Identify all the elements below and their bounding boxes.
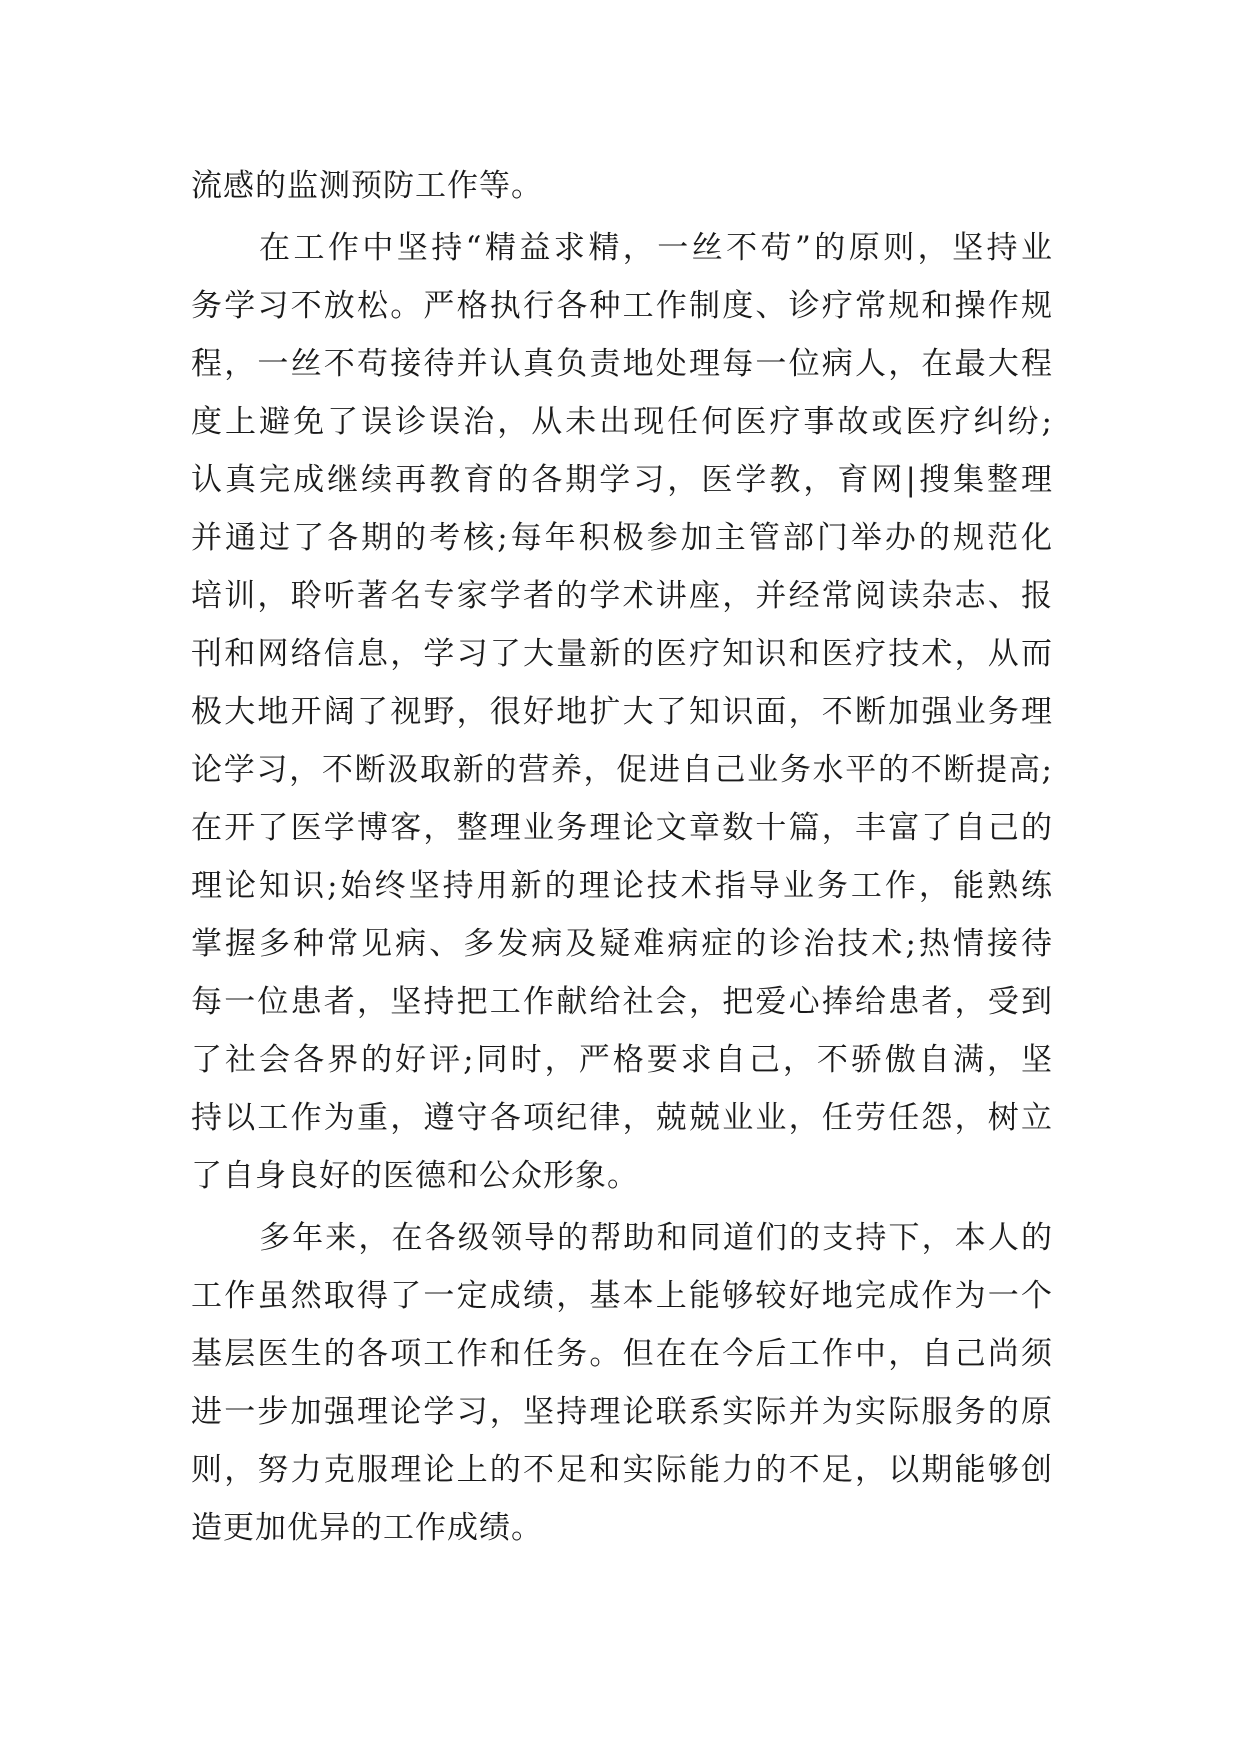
body-text: [191, 157, 1053, 1557]
text-line: 了社会各界的好评;同时，严格要求自己，不骄傲自满，坚: [191, 1042, 1053, 1078]
text-line: 在工作中坚持“精益求精，一丝不苟”的原则，坚持业: [259, 230, 1053, 266]
text-line: 工作虽然取得了一定成绩，基本上能够较好地完成作为一个: [191, 1278, 1053, 1314]
text-line: 务学习不放松。严格执行各种工作制度、诊疗常规和操作规: [191, 288, 1053, 324]
text-line: 进一步加强理论学习，坚持理论联系实际并为实际服务的原: [191, 1394, 1053, 1430]
text-line: 理论知识;始终坚持用新的理论技术指导业务工作，能熟练: [191, 868, 1053, 904]
text-line: 造更加优异的工作成绩。: [191, 1510, 543, 1546]
text-line: 刊和网络信息，学习了大量新的医疗知识和医疗技术，从而: [191, 636, 1053, 672]
text-line: 持以工作为重，遵守各项纪律，兢兢业业，任劳任怨，树立: [191, 1100, 1053, 1136]
text-line: 度上避免了误诊误治，从未出现任何医疗事故或医疗纠纷;: [191, 404, 1053, 440]
text-line: 掌握多种常见病、多发病及疑难病症的诊治技术;热情接待: [191, 926, 1053, 962]
text-line: 论学习，不断汲取新的营养，促进自己业务水平的不断提高;: [191, 752, 1053, 788]
text-line: 在开了医学博客，整理业务理论文章数十篇，丰富了自己的: [191, 810, 1053, 846]
text-line: 培训，聆听著名专家学者的学术讲座，并经常阅读杂志、报: [191, 578, 1053, 614]
text-line: 极大地开阔了视野，很好地扩大了知识面，不断加强业务理: [191, 694, 1053, 730]
text-line: 则，努力克服理论上的不足和实际能力的不足，以期能够创: [191, 1452, 1053, 1488]
text-line: 了自身良好的医德和公众形象。: [191, 1158, 639, 1194]
text-line: 每一位患者，坚持把工作献给社会，把爱心捧给患者，受到: [191, 984, 1053, 1020]
text-line: 程，一丝不苟接待并认真负责地处理每一位病人，在最大程: [191, 346, 1053, 382]
text-line: 多年来，在各级领导的帮助和同道们的支持下，本人的: [259, 1220, 1053, 1256]
text-line: 认真完成继续再教育的各期学习，医学教，育网|搜集整理: [191, 462, 1053, 498]
text-line: 流感的监测预防工作等。: [191, 168, 543, 204]
text-line: 并通过了各期的考核;每年积极参加主管部门举办的规范化: [191, 520, 1053, 556]
text-line: 基层医生的各项工作和任务。但在在今后工作中，自己尚须: [191, 1336, 1053, 1372]
